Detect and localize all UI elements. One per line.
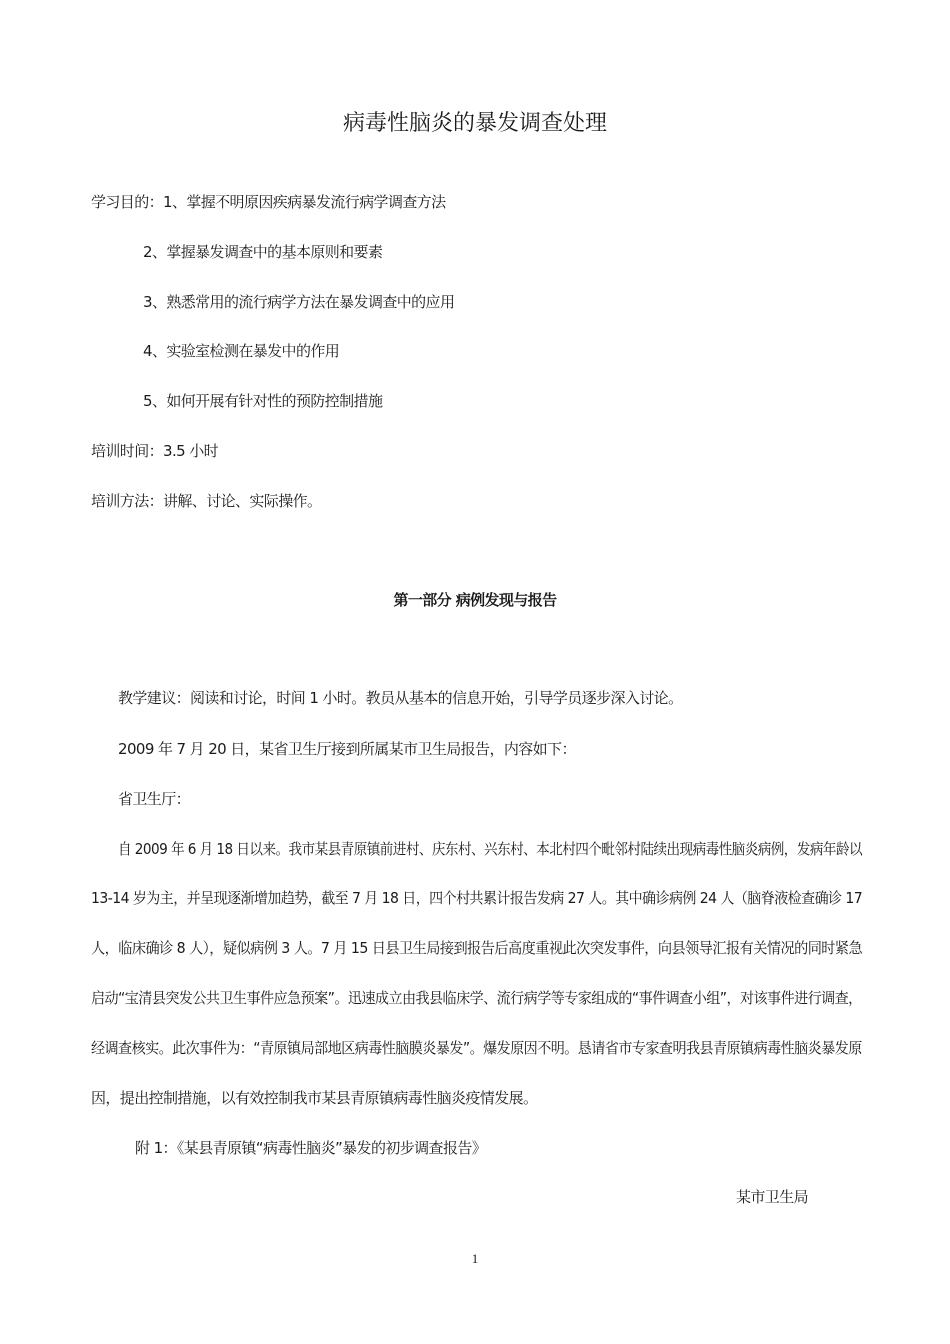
report-body-line: 13-14 岁为主，并呈现逐渐增加趋势，截至 7 月 18 日，四个村共累计报告发病 27 人。其中确诊病例 24 人（脑脊液检查确诊 17 bbox=[91, 889, 863, 907]
teaching-suggestion: 教学建议：阅读和讨论，时间 1 小时。教员从基本的信息开始，引导学员逐步深入讨论。 bbox=[118, 689, 683, 707]
report-body-line: 因，提出控制措施，以有效控制我市某县青原镇病毒性脑炎疫情发展。 bbox=[91, 1089, 538, 1107]
section-title: 第一部分 病例发现与报告 bbox=[393, 591, 557, 609]
objective-item-5: 5、如何开展有针对性的预防控制措施 bbox=[143, 392, 383, 410]
report-body-line: 经调查核实。此次事件为：“青原镇局部地区病毒性脑膜炎暴发”。爆发原因不明。恳请省市专家查明我县青原镇病毒性脑炎暴发原 bbox=[91, 1039, 862, 1057]
training-method: 培训方法：讲解、讨论、实际操作。 bbox=[91, 492, 322, 510]
report-body-line: 自 2009 年 6 月 18 日以来。我市某县青原镇前进村、庆东村、兴东村、本北村四个毗邻村陆续出现病毒性脑炎病例，发病年龄以 bbox=[118, 840, 863, 858]
document-title: 病毒性脑炎的暴发调查处理 bbox=[342, 111, 607, 136]
training-time: 培训时间：3.5 小时 bbox=[91, 442, 219, 460]
objective-item-4: 4、实验室检测在暴发中的作用 bbox=[143, 342, 340, 360]
objective-item-2: 2、掌握暴发调查中的基本原则和要素 bbox=[143, 243, 383, 261]
page-number: 1 bbox=[471, 1251, 479, 1266]
signature: 某市卫生局 bbox=[736, 1188, 809, 1206]
objective-item-3: 3、熟悉常用的流行病学方法在暴发调查中的应用 bbox=[143, 293, 455, 311]
report-body-line: 启动“宝清县突发公共卫生事件应急预案”。迅速成立由我县临床学、流行病学等专家组成的“事件调查小组”，对该事件进行调查， bbox=[91, 989, 862, 1007]
report-intro: 2009 年 7 月 20 日，某省卫生厅接到所属某市卫生局报告，内容如下： bbox=[118, 740, 576, 758]
report-body-line: 人，临床确诊 8 人），疑似病例 3 人。7 月 15 日县卫生局接到报告后高度重视此次突发事件，向县领导汇报有关情况的同时紧急 bbox=[91, 939, 863, 957]
salutation: 省卫生厅： bbox=[118, 790, 191, 808]
attachment-reference: 附 1：《某县青原镇“病毒性脑炎”暴发的初步调查报告》 bbox=[135, 1139, 487, 1157]
objectives-label-line: 学习目的：1、掌握不明原因疾病暴发流行病学调查方法 bbox=[91, 193, 446, 211]
